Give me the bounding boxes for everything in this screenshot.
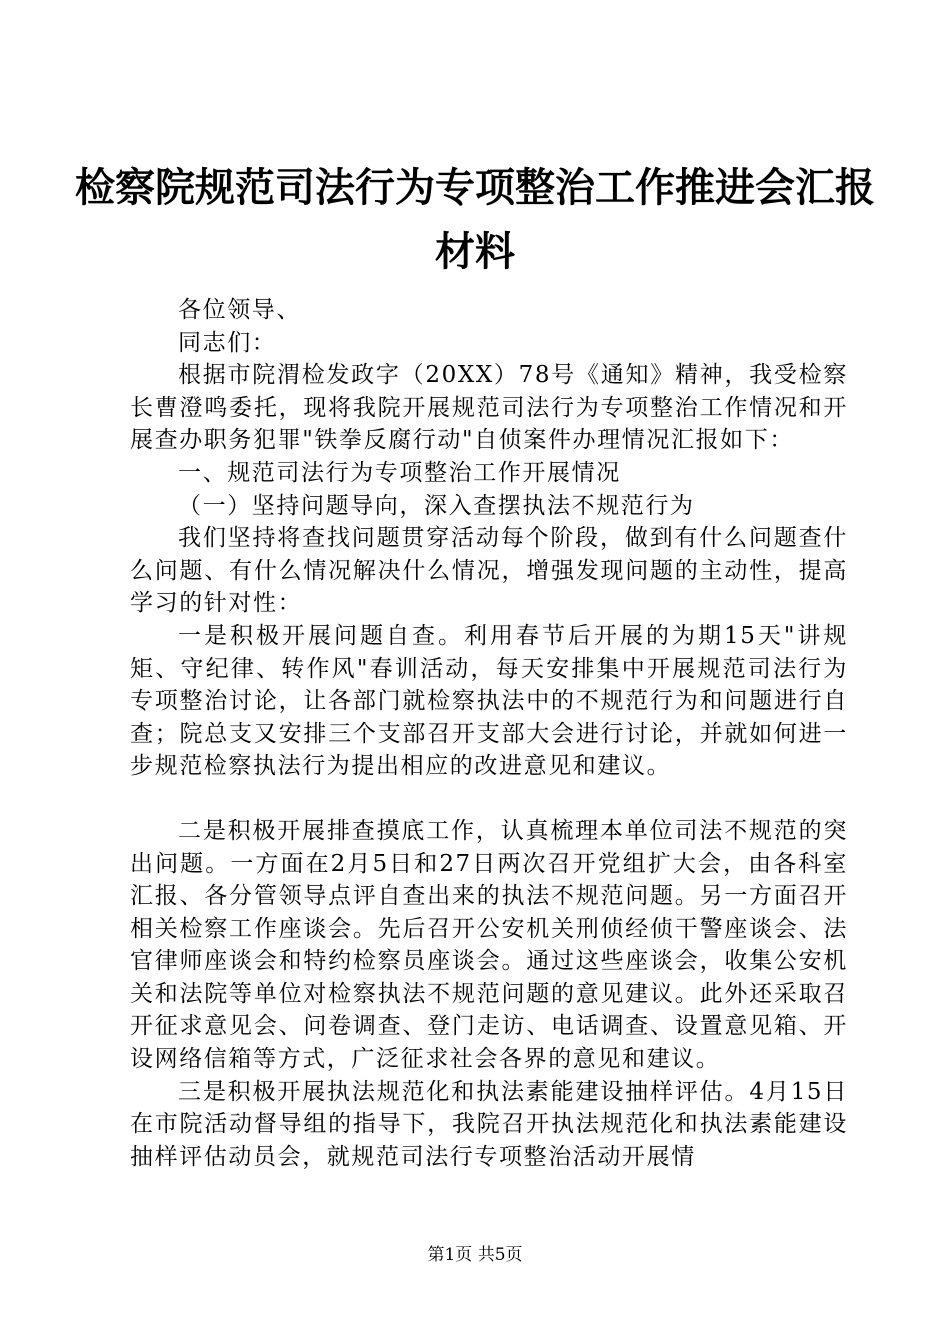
title-line-1: 检察院规范司法行为专项整治工作推进会汇报 (75, 164, 875, 211)
paragraph-investigation: 二是积极开展排查摸底工作，认真梳理本单位司法不规范的突出问题。一方面在2月5日和27日两次召开党组扩大会，由各科室汇报、各分管领导点评自查出来的执法不规范问题。另一方面召开相关检察工作座谈会。先后召开公安机关刑侦经侦干警座谈会、法官律师座谈会和特约检察员座谈会。通过这些座谈会，收集公安机关和法院等单位对检察执法不规范问题的意见建议。此外还采取召开征求意见会、问卷调查、登门走访、电话调查、设置意见箱、开设网络信箱等方式，广泛征求社会各界的意见和建议。 (130, 817, 848, 1073)
intro-paragraph: 根据市院渭检发政字（20XX）78号《通知》精神，我受检察长曹澄鸣委托，现将我院开展规范司法行为专项整治工作情况和开展查办职务犯罪"铁拳反腐行动"自侦案件办理情况汇报如下： (130, 362, 848, 454)
document-title (0, 160, 950, 280)
salutation-comrades: 同志们： (178, 329, 277, 356)
document-body (130, 294, 848, 1173)
page-footer: 第1页 共5页 (427, 1245, 523, 1265)
section-heading-1: 一、规范司法行为专项整治工作开展情况 (178, 459, 621, 486)
paragraph-self-check: 一是积极开展问题自查。利用春节后开展的为期15天"讲规矩、守纪律、转作风"春训活动，每天安排集中开展规范司法行为专项整治讨论，让各部门就检察执法中的不规范行为和问题进行自查；院总支又安排三个支部召开支部大会进行讨论，并就如何进一步规范检察执法行为提出相应的改进意见和建议。 (130, 622, 848, 780)
paragraph-evaluation: 三是积极开展执法规范化和执法素能建设抽样评估。4月15日在市院活动督导组的指导下，我院召开执法规范化和执法素能建设抽样评估动员会，就规范司法行专项整治活动开展情 (130, 1078, 848, 1170)
subsection-heading-1-1: （一）坚持问题导向，深入查摆执法不规范行为 (178, 492, 695, 519)
salutation-leaders: 各位领导、 (178, 297, 301, 323)
paragraph-spacer (130, 783, 848, 815)
title-line-2: 材料 (435, 228, 515, 275)
paragraph-approach: 我们坚持将查找问题贯穿活动每个阶段，做到有什么问题查什么问题、有什么情况解决什么情况，增强发现问题的主动性，提高学习的针对性： (130, 525, 848, 617)
